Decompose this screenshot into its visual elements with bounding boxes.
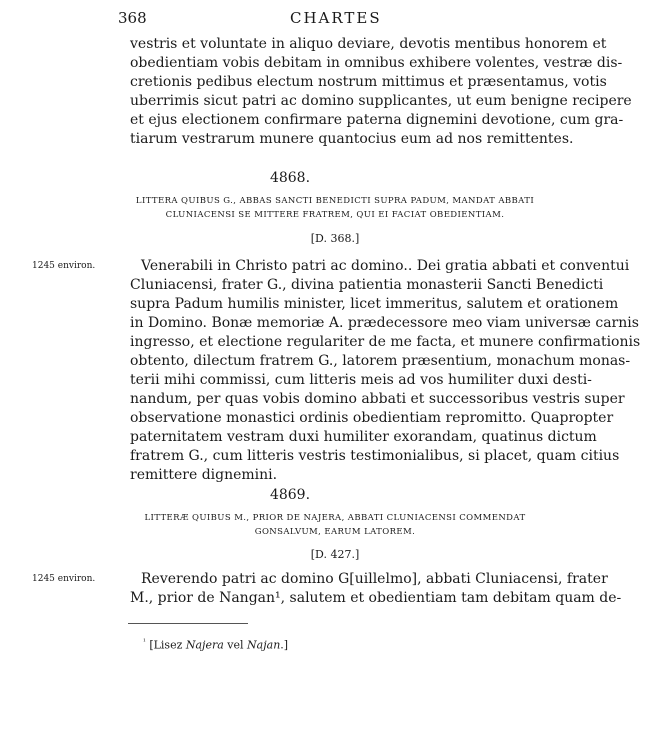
- charter-summary-line: LITTERÆ QUIBUS M., PRIOR DE NAJERA, ABBATI CLUNIACENSI COMMENDAT: [144, 513, 526, 523]
- charter-text-line: ingresso, et electione regulariter de me facta, et munere confirmationis: [130, 334, 641, 350]
- charter-summary-line: CLUNIACENSI SE MITTERE FRATREM, QUI EI FACIAT OBEDIENTIAM.: [165, 210, 505, 220]
- charter-text-line: Reverendo patri ac domino G[uillelmo], abbati Cluniacensi, frater: [141, 571, 608, 587]
- charter-text-line: nandum, per quas vobis domino abbati et successoribus vestris super: [130, 391, 625, 407]
- charter-text-line: terii mihi commissi, cum litteris meis ad vos humiliter duxi desti-: [130, 372, 592, 388]
- footnote-variant: Najan: [247, 638, 281, 652]
- footnote-variant: Najera: [185, 638, 224, 652]
- charter-text-line: paternitatem vestram duxi humiliter exorandam, quatinus dictum: [130, 429, 597, 445]
- continuation-line: cretionis pedibus electum nostrum mittimus et præsentamus, votis: [130, 74, 607, 90]
- continuation-line: et ejus electionem confirmare paterna dignemini devotione, cum gra-: [130, 112, 624, 128]
- continuation-line: uberrimis sicut patri ac domino supplicantes, ut eum benigne recipere: [130, 93, 632, 109]
- charter-text-line: M., prior de Nangan¹, salutem et obedientiam tam debitam quam de-: [130, 590, 622, 606]
- charter-text-line: Venerabili in Christo patri ac domino.. Dei gratia abbati et conventui: [141, 258, 630, 274]
- footnote-text: [Lisez: [149, 638, 186, 652]
- charter-text-line: Cluniacensi, frater G., divina patientia monasterii Sancti Benedicti: [130, 277, 604, 293]
- continuation-line: obedientiam vobis debitam in omnibus exhibere volentes, vestræ dis-: [130, 55, 623, 71]
- charter-text-line: observatione monastici ordinis obedientiam repromitto. Quapropter: [130, 410, 614, 426]
- continuation-line: vestris et voluntate in aliquo deviare, devotis mentibus honorem et: [130, 36, 607, 52]
- source-reference: [D. 368.]: [310, 232, 360, 245]
- charter-number: 4869.: [269, 487, 311, 503]
- charter-text-line: fratrem G., cum litteris vestris testimonialibus, si placet, quam citius: [130, 448, 620, 464]
- source-reference: [D. 427.]: [310, 548, 360, 561]
- margin-date: 1245 environ.: [32, 261, 96, 271]
- footnote: [143, 638, 288, 652]
- charter-text-line: supra Padum humilis minister, licet immeritus, salutem et orationem: [130, 296, 619, 312]
- charter-summary-line: GONSALVUM, EARUM LATOREM.: [254, 527, 416, 537]
- charter-text-line: in Domino. Bonæ memoriæ A. prædecessore meo viam universæ carnis: [130, 315, 639, 331]
- continuation-line: tiarum vestrarum munere quantocius eum ad nos remittentes.: [130, 131, 574, 147]
- margin-date: 1245 environ.: [32, 574, 96, 584]
- footnote-rule: [128, 623, 248, 624]
- footnote-connector: vel: [223, 638, 248, 652]
- running-title: CHARTES: [290, 9, 382, 27]
- charter-summary-line: LITTERA QUIBUS G., ABBAS SANCTI BENEDICTI SUPRA PADUM, MANDAT ABBATI: [135, 196, 535, 206]
- footnote-text: .]: [280, 638, 289, 652]
- charter-number: 4868.: [269, 170, 311, 186]
- charter-text-line: remittere dignemini.: [130, 467, 278, 483]
- charter-text-line: obtento, dilectum fratrem G., latorem præsentium, monachum monas-: [130, 353, 631, 369]
- page-number: 368: [118, 9, 147, 27]
- footnote-marker: ¹: [143, 638, 146, 646]
